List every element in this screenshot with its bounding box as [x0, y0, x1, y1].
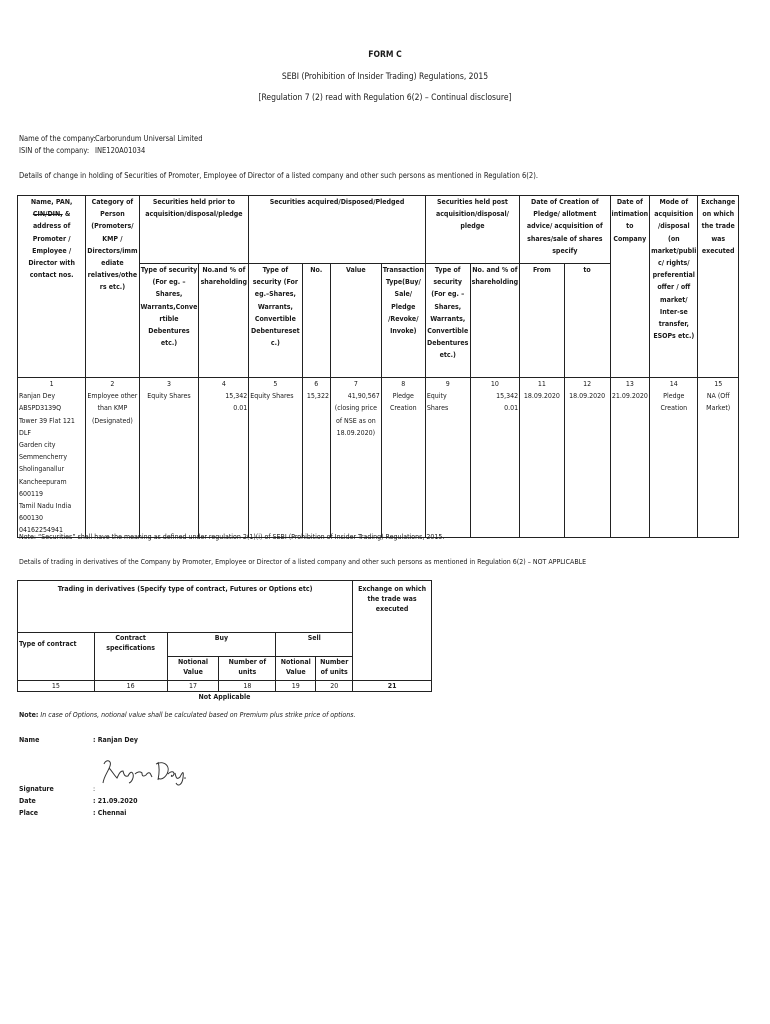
regulation-title: SEBI (Prohibition of Insider Trading) Regulations, 2015 [281, 72, 489, 82]
col-number: 9 [425, 378, 470, 391]
date-from: 18.09.2020 [520, 390, 565, 537]
header-category: Category of Person (Promoters/ KMP / Directors/imm ediate relatives/othe rs etc.) [86, 196, 139, 378]
header-prior-holding: Securities held prior to acquisition/disposal/pledge [139, 196, 249, 264]
sub-from: From [520, 264, 565, 378]
header-name-pan: Name, PAN, CIN/DIN, & address of Promoter / Employee / Director with contact nos. [18, 196, 86, 378]
col-number: 14 [650, 378, 698, 391]
col-number: 2 [86, 378, 139, 391]
header-exchange: Exchange on which the trade was executed [698, 196, 739, 378]
header-type-of-contract: Type of contract [18, 633, 95, 681]
col-number: 18 [219, 681, 276, 692]
regulation-subtitle: [Regulation 7 (2) read with Regulation 6(2) – Continual disclosure] [258, 93, 512, 103]
prior-shareholding: 15,342 0.01 [199, 390, 249, 537]
sub-acq-value: Value [330, 264, 381, 378]
isin-value: INE120A01034 [95, 146, 146, 155]
signature-label: Signature [19, 785, 54, 793]
intimation-date: 21.09.2020 [610, 390, 650, 537]
date-to: 18.09.2020 [564, 390, 610, 537]
post-security-type: Equity Shares [425, 390, 470, 537]
col-number: 5 [249, 378, 302, 391]
mode-of-acquisition: Pledge Creation [650, 390, 698, 537]
col-number: 7 [330, 378, 381, 391]
header-mode: Mode of acquisition /disposal (on market/publi c/ rights/ preferential offer / off market/ Inter-se transfer, ESOPs etc.) [650, 196, 698, 378]
date-label: Date [19, 797, 36, 805]
col-number: 17 [167, 681, 219, 692]
header-buy: Buy [167, 633, 276, 657]
signature-image [98, 756, 188, 788]
col-number: 10 [470, 378, 519, 391]
header-intimation-date: Date of intimation to Company [610, 196, 650, 378]
person-details: Ranjan Dey ABSPD3139Q Tower 39 Flat 121 DLF Garden city Semmencherry Sholinganallur Kancheepuram 600119 Tamil Nadu India 600130 04162254941 [18, 390, 86, 537]
header-sell-units: Number of units [316, 657, 353, 681]
form-title: FORM C [368, 50, 402, 60]
exchange: NA (Off Market) [698, 390, 739, 537]
date-value: : 21.09.2020 [93, 797, 138, 805]
sub-acq-no: No. [302, 264, 330, 378]
col-number: 12 [564, 378, 610, 391]
sub-acq-txn: Transaction Type(Buy/ Sale/ Pledge /Revoke/ Invoke) [381, 264, 425, 378]
col-number: 11 [520, 378, 565, 391]
sub-acq-type: Type of security (For eg.–Shares, Warrants, Convertible Debentureset c.) [249, 264, 302, 378]
name-label: Name [19, 736, 40, 744]
col-number: 20 [316, 681, 353, 692]
col-number: 3 [139, 378, 199, 391]
header-buy-units: Number of units [219, 657, 276, 681]
col-number: 19 [276, 681, 316, 692]
securities-note: Note: “Securities” shall have the meaning as defined under regulation 2(1)(i) of SEBI (Prohibition of Insider Trading) Regulations, 2015. [19, 533, 445, 541]
col-number: 4 [199, 378, 249, 391]
derivatives-table [17, 580, 432, 702]
acq-security-type: Equity Shares [249, 390, 302, 537]
col-number: 15 [18, 681, 95, 692]
header-post-holding: Securities held post acquisition/disposal/ pledge [425, 196, 519, 264]
sub-post-type: Type of security (For eg. – Shares, Warrants, Convertible Debentures etc.) [425, 264, 470, 378]
derivatives-details-text: Details of trading in derivatives of the Company by Promoter, Employee or Director of a listed company and other such persons as mentioned in Regulation 6(2) – NOT APPLICABLE [19, 558, 587, 566]
place-label: Place [19, 809, 39, 817]
sub-prior-pct: No.and % of shareholding [199, 264, 249, 378]
company-name-value: Carborundum Universal Limited [95, 134, 203, 143]
options-note: Note: In case of Options, notional value shall be calculated based on Premium plus strike price of options. [19, 711, 356, 719]
table-row [18, 390, 739, 537]
header-sell: Sell [276, 633, 353, 657]
col-number: 1 [18, 378, 86, 391]
header-sell-notional: Notional Value [276, 657, 316, 681]
col-number: 15 [698, 378, 739, 391]
header-date-creation: Date of Creation of Pledge/ allotment advice/ acquisition of shares/sale of shares specify [520, 196, 610, 264]
holding-change-table [17, 195, 739, 538]
header-buy-notional: Notional Value [167, 657, 219, 681]
isin-label: ISIN of the company: [19, 146, 90, 155]
sub-post-pct: No. and % of shareholding [470, 264, 519, 378]
post-shareholding: 15,342 0.01 [470, 390, 519, 537]
company-name-label: Name of the company: [19, 134, 96, 143]
place-value: : Chennai [93, 809, 127, 817]
not-applicable: Not Applicable [18, 692, 432, 703]
transaction-type: Pledge Creation [381, 390, 425, 537]
col-number: 16 [94, 681, 167, 692]
details-text: Details of change in holding of Securities of Promoter, Employee of Director of a listed company and other such persons as mentioned in Regulation 6(2). [19, 171, 538, 180]
col-number: 13 [610, 378, 650, 391]
name-value: : Ranjan Dey [93, 736, 138, 744]
header-trading-derivatives: Trading in derivatives (Specify type of contract, Futures or Options etc) [18, 581, 353, 633]
person-category: Employee other than KMP (Designated) [86, 390, 139, 537]
prior-security-type: Equity Shares [139, 390, 199, 537]
signature-colon: : [93, 785, 96, 793]
col-number-exchange: 21 [353, 681, 432, 692]
header-contract-spec: Contract specifications [94, 633, 167, 681]
acq-number: 15,322 [302, 390, 330, 537]
col-number: 8 [381, 378, 425, 391]
header-acquired: Securities acquired/Disposed/Pledged [249, 196, 426, 264]
sub-prior-type: Type of security (For eg. – Shares, Warrants,Conve rtible Debentures etc.) [139, 264, 199, 378]
col-number: 6 [302, 378, 330, 391]
sub-to: to [564, 264, 610, 378]
header-deriv-exchange: Exchange on which the trade was executed [353, 581, 432, 681]
acq-value: 41,90,567 (closing price of NSE as on 18.09.2020) [330, 390, 381, 537]
